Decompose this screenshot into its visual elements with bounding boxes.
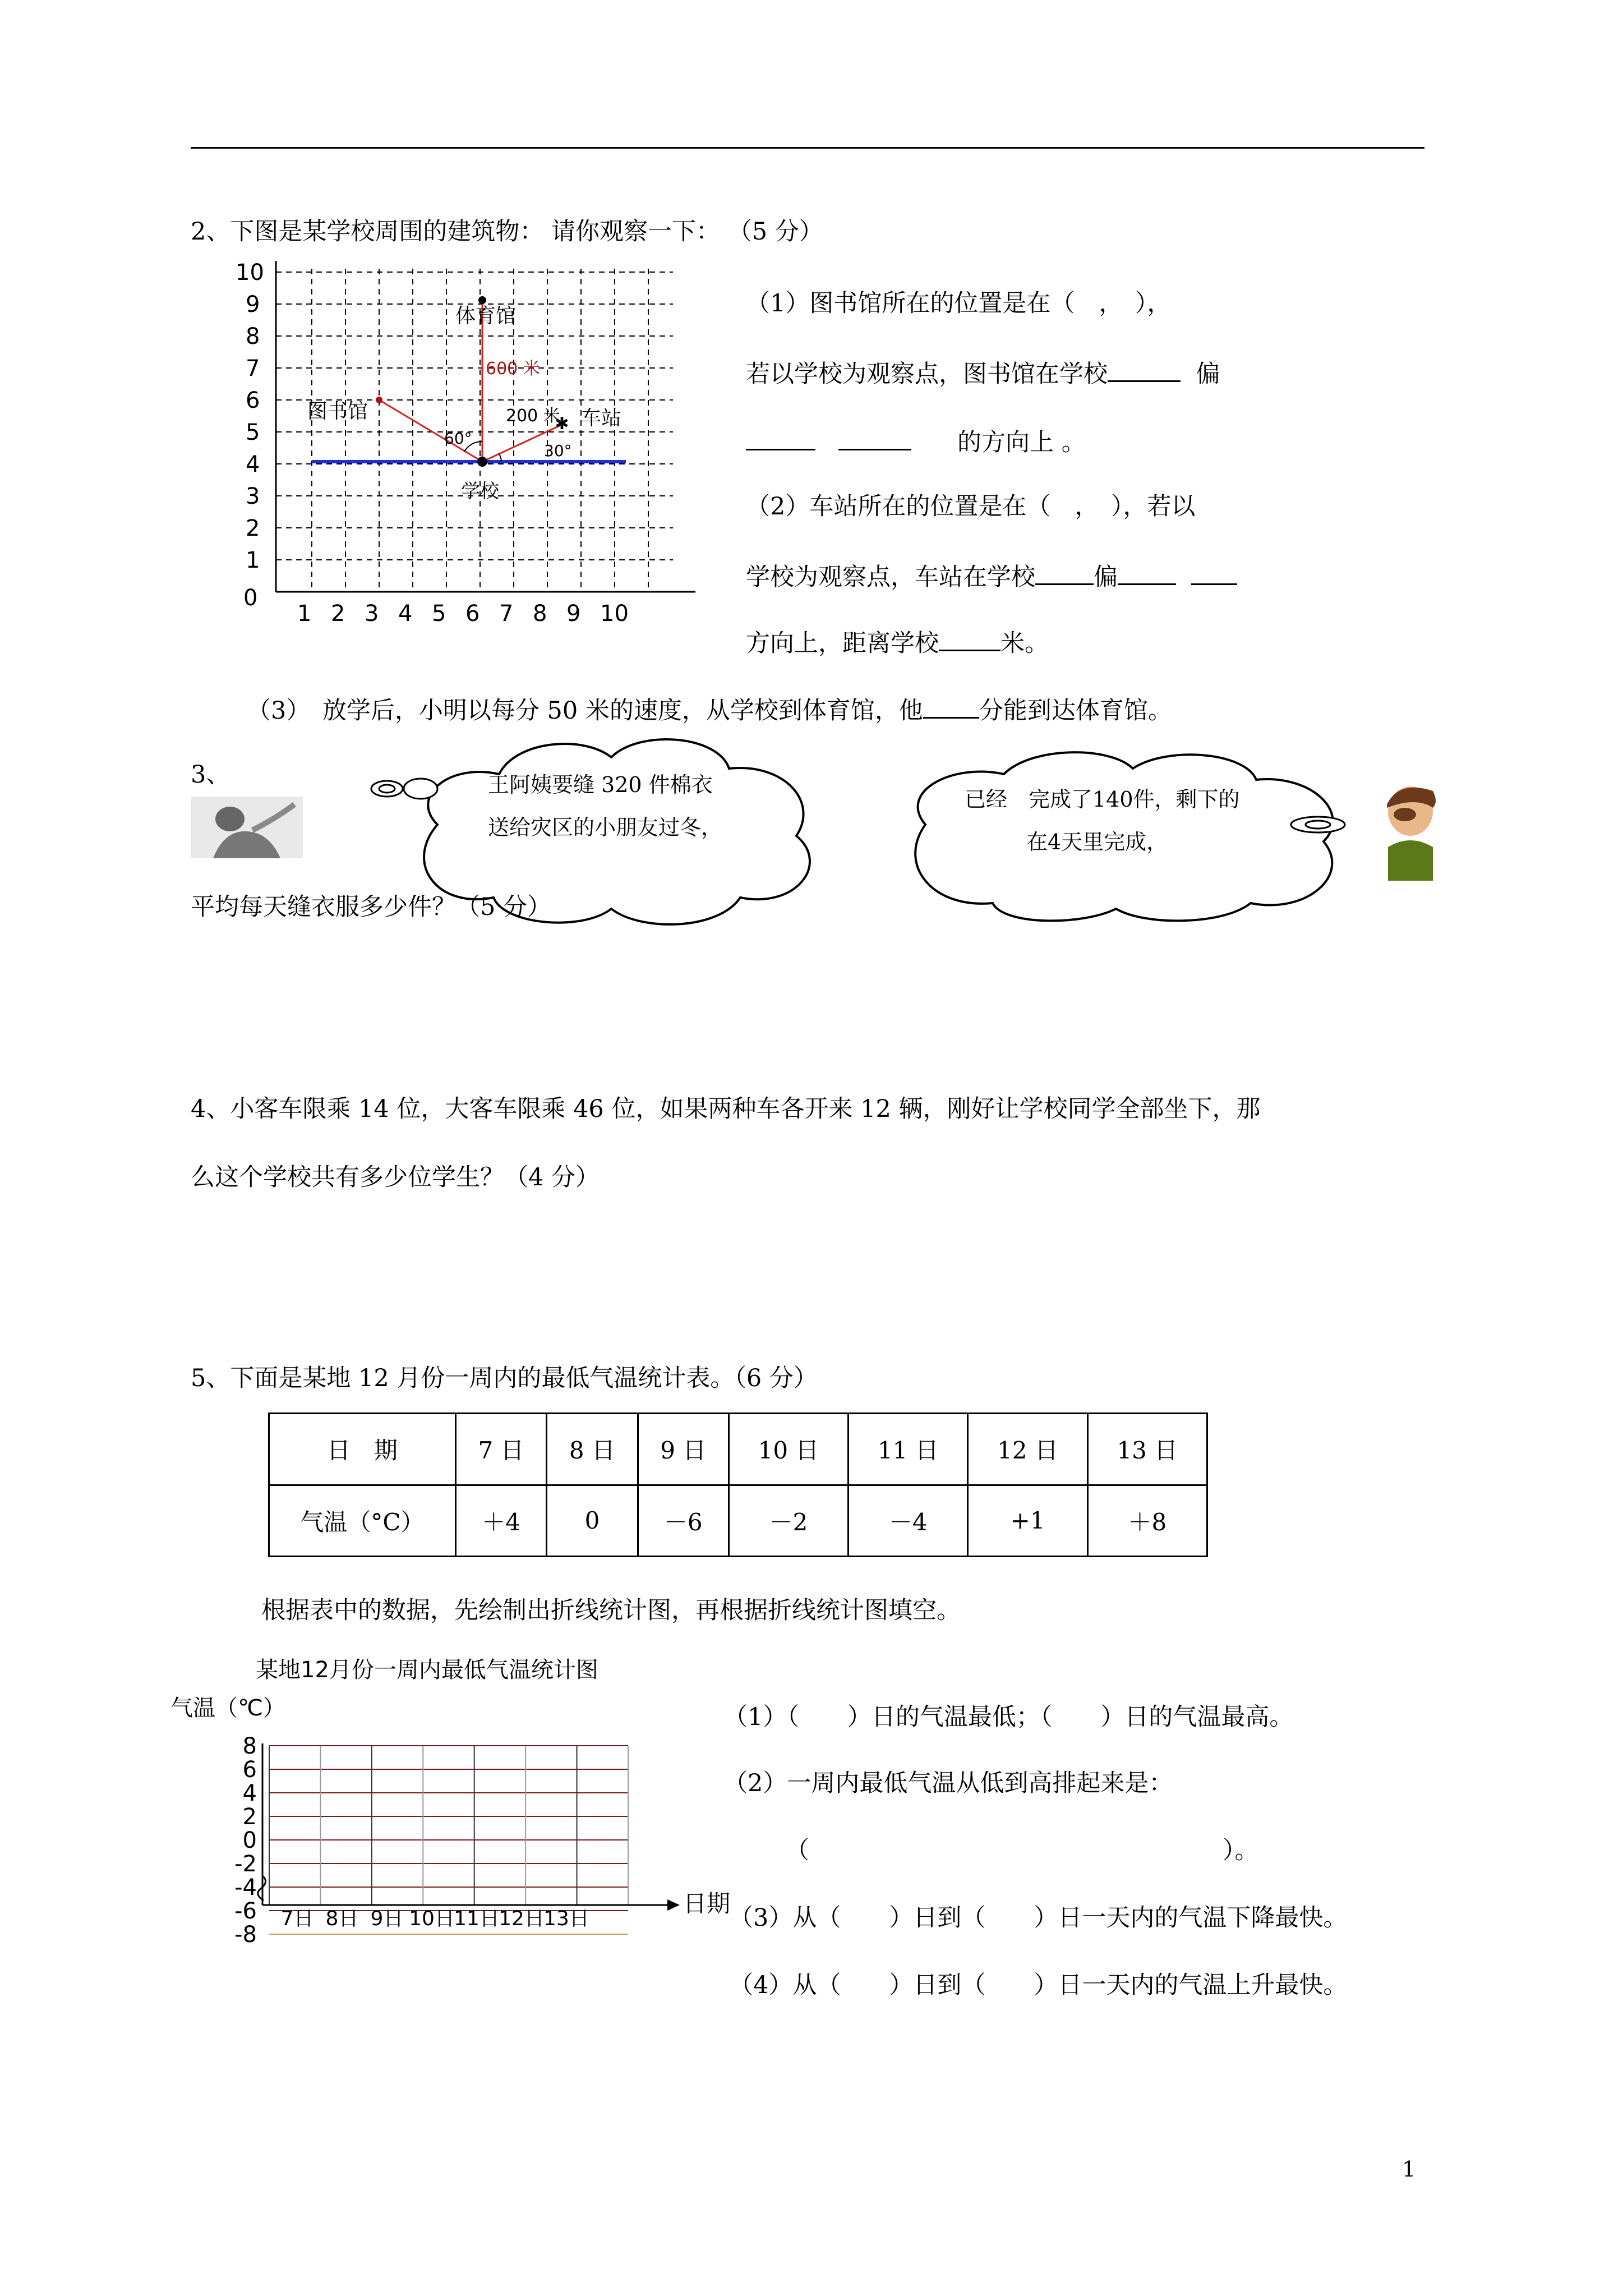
map-x-tick-label: 1: [297, 601, 312, 627]
q2-p1-line2: 若以学校为观察点，图书馆在学校 偏: [746, 360, 1220, 388]
blank: [746, 427, 815, 450]
q3-question: 平均每天缝衣服多少件？（5 分）: [191, 893, 552, 921]
table-cell: －6: [638, 1485, 728, 1557]
chart-x-tick-label: 12日: [499, 1907, 545, 1930]
table-cell: 气温（°C）: [269, 1485, 456, 1557]
map-y-tick-label: 1: [246, 547, 260, 573]
map-x-tick-label: 6: [465, 601, 480, 627]
table-row: [269, 1485, 1207, 1557]
gym-distance-label: 600 米: [486, 359, 540, 379]
header-rule: [191, 147, 1424, 149]
chart-y-tick-label: -2: [234, 1851, 257, 1877]
q2-map: [236, 255, 707, 625]
q2-p2-line2: 学校为观察点，车站在学校 偏: [746, 562, 1237, 590]
cloud1-line1: 王阿姨要缝 320 件棉衣: [488, 772, 713, 797]
map-x-tick-label: 9: [566, 601, 581, 627]
speech-cloud-2: [875, 746, 1380, 926]
chart-y-tick-label: -6: [234, 1898, 257, 1924]
cloud2-line1: 已经 完成了140件，剩下的: [965, 787, 1240, 812]
q4-line1: 4、小客车限乘 14 位，大客车限乘 46 位，如果两种车各开来 12 辆，刚好让学校同学全部坐下，那: [191, 1095, 1261, 1123]
school-point: [477, 457, 487, 467]
map-y-tick-label: 10: [236, 260, 264, 286]
x-axis-label: 日期: [683, 1890, 731, 1917]
q2-title: 2、下图是某学校周围的建筑物： 请你观察一下： （5 分）: [191, 218, 823, 246]
blank: [838, 427, 911, 450]
chart-y-tick-label: 4: [242, 1780, 257, 1806]
temperature-table: [268, 1412, 1208, 1557]
table-header-cell: 7 日: [456, 1414, 547, 1485]
chart-y-tick-label: 0: [242, 1828, 257, 1853]
blank: [1035, 562, 1094, 585]
chart-x-tick-label: 11日: [454, 1907, 500, 1930]
blank: [939, 628, 1000, 651]
station-distance-label: 200 米: [506, 406, 560, 426]
q3-number: 3、: [191, 761, 230, 789]
gym-point: [478, 296, 486, 304]
table-header-cell: 13 日: [1087, 1414, 1207, 1485]
svg-text:✱: ✱: [555, 414, 569, 434]
cloud1-line2: 送给灾区的小朋友过冬，: [488, 815, 723, 840]
chart-x-tick-label: 10日: [409, 1907, 455, 1930]
q4-line2: 么这个学校共有多少位学生？（4 分）: [191, 1163, 600, 1191]
table-cell: －4: [849, 1485, 968, 1557]
map-y-tick-label: 5: [246, 420, 260, 445]
q5-a2-paren-open: （: [785, 1837, 809, 1865]
table-header-cell: 8 日: [547, 1414, 638, 1485]
table-header-cell: 11 日: [849, 1414, 968, 1485]
map-x-tick-label: 8: [533, 601, 547, 627]
station-label: 车站: [581, 407, 622, 430]
y-axis-label: 气温（℃）: [170, 1695, 285, 1721]
map-y-tick-label: 7: [246, 356, 260, 381]
table-header-cell: 9 日: [638, 1414, 728, 1485]
woman-figure: [191, 797, 303, 858]
table-cell: 0: [547, 1485, 638, 1557]
chart-y-tick-label: 2: [242, 1804, 257, 1830]
table-cell: +1: [968, 1485, 1087, 1557]
map-y-tick-label: 9: [246, 292, 260, 318]
q5-a4: （4）从（ ）日到（ ）日一天内的气温上升最快。: [729, 1971, 1348, 1999]
chart-y-tick-label: -4: [234, 1875, 257, 1901]
table-header-cell: 10 日: [728, 1414, 848, 1485]
page-number: 1: [1402, 2157, 1416, 2182]
map-x-tick-label: 10: [600, 601, 629, 627]
cloud2-line2: 在4天里完成，: [1026, 830, 1168, 854]
q2-p2-line3: 方向上，距离学校 米。: [746, 629, 1049, 657]
q2-p2-line1: （2）车站所在的位置是在（ ， ），若以: [746, 493, 1196, 521]
map-x-tick-label: 3: [365, 601, 379, 627]
table-cell: ＋8: [1087, 1485, 1207, 1557]
blank: [923, 696, 979, 719]
table-cell: ＋4: [456, 1485, 547, 1557]
map-y-tick-label: 4: [246, 452, 260, 477]
blank: [1108, 359, 1181, 382]
q5-a1: （1）（ ）日的气温最低；（ ）日的气温最高。: [723, 1703, 1294, 1731]
q2-p1-line3: 的方向上 。: [746, 427, 1086, 455]
chart-y-tick-label: 8: [242, 1733, 257, 1759]
table-header-row: [269, 1414, 1207, 1485]
school-label: 学校: [461, 480, 499, 503]
temperature-chart: [168, 1649, 740, 1948]
q5-a2: （2）一周内最低气温从低到高排起来是：: [723, 1769, 1173, 1797]
chart-title: 某地12月份一周内最低气温统计图: [256, 1657, 598, 1683]
map-x-tick-label: 7: [499, 601, 514, 627]
chart-x-tick-label: 8日: [325, 1907, 359, 1930]
table-header-cell: 日 期: [269, 1414, 456, 1485]
q5-instruction: 根据表中的数据，先绘制出折线统计图，再根据折线统计图填空。: [261, 1596, 961, 1625]
q2-p1-line1: （1）图书馆所在的位置是在（ ， ），: [746, 289, 1172, 318]
table-cell: －2: [728, 1485, 848, 1557]
map-y-tick-label: 3: [246, 484, 260, 509]
library-point: [376, 397, 382, 403]
q5-a2-paren-close: ）。: [1223, 1837, 1259, 1865]
chart-y-tick-label: -8: [234, 1922, 257, 1948]
map-x-tick-label: 2: [331, 601, 345, 627]
map-y-tick-label: 8: [246, 324, 260, 349]
map-x-tick-label: 4: [398, 601, 413, 627]
map-y-tick-label: 0: [243, 585, 258, 611]
chart-x-tick-label: 7日: [280, 1907, 314, 1930]
library-angle-label: 60°: [444, 429, 472, 448]
blank: [1191, 562, 1237, 585]
library-label: 图书馆: [307, 400, 368, 423]
chart-y-tick-label: 6: [242, 1757, 257, 1783]
q2-p3: （3） 放学后，小明以每分 50 米的速度，从学校到体育馆，他 分能到达体育馆。: [247, 697, 1172, 725]
blank: [1118, 562, 1176, 585]
q5-title: 5、下面是某地 12 月份一周内的最低气温统计表。（6 分）: [191, 1364, 818, 1392]
map-x-tick-label: 5: [432, 601, 446, 627]
chart-x-tick-label: 9日: [370, 1907, 404, 1930]
station-angle-label: 30°: [544, 441, 572, 460]
map-y-tick-label: 2: [246, 516, 260, 541]
map-y-tick-label: 6: [246, 388, 260, 413]
boy-figure: [1377, 780, 1444, 881]
table-header-cell: 12 日: [968, 1414, 1087, 1485]
q5-a3: （3）从（ ）日到（ ）日一天内的气温下降最快。: [729, 1904, 1348, 1932]
gym-label: 体育馆: [455, 305, 517, 328]
chart-x-tick-label: 13日: [543, 1907, 589, 1930]
